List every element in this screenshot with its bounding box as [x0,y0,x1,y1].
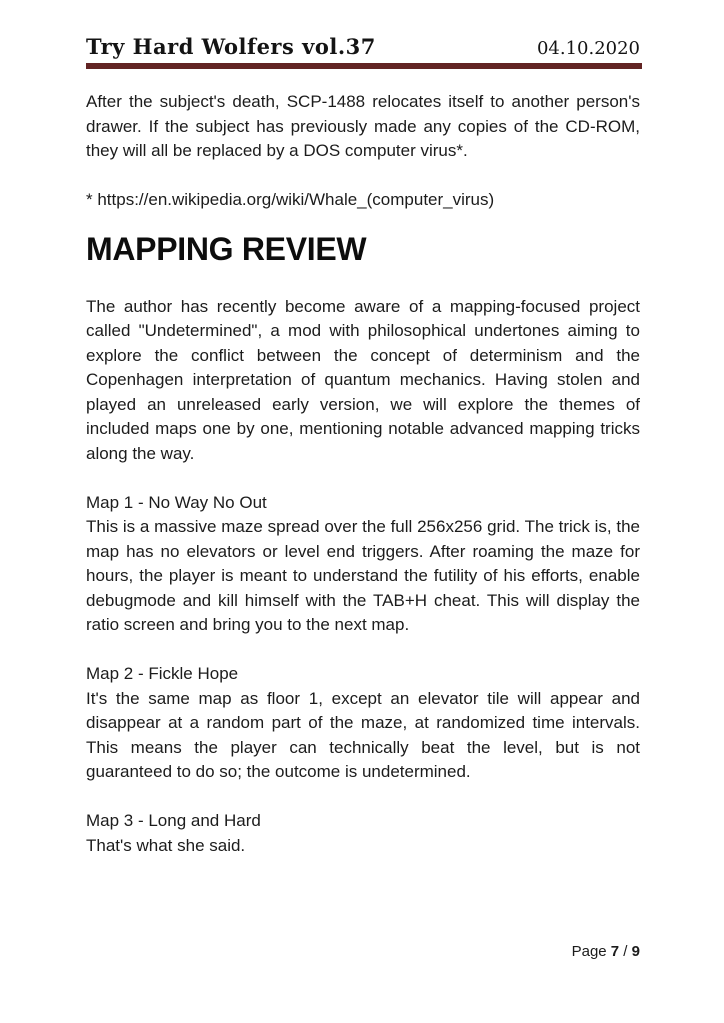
section-heading: MAPPING REVIEW [86,230,367,267]
footnote-url: * https://en.wikipedia.org/wiki/Whale_(computer_virus) [86,190,495,209]
map-entry-1 [86,491,640,638]
map-2-title: Map 2 - Fickle Hope [86,664,239,683]
map-entry-3 [86,809,640,858]
header-divider-rule [86,63,642,69]
map-1-description: This is a massive maze spread over the full 256x256 grid. The trick is, the map has no elevators or level end triggers. After roaming the maze for hours, the player is meant to understand the futility of his efforts, enable debugmode and kill himself with the TAB+H cheat. This will display the ratio screen and bring you to the next map. [86,517,640,634]
map-3-title: Map 3 - Long and Hard [86,811,261,830]
intro-paragraph: After the subject's death, SCP-1488 relocates itself to another person's drawer. If the subject has previously made any copies of the CD-ROM, they will all be replaced by a DOS computer virus*. [86,92,640,160]
section-intro-paragraph: The author has recently become aware of a mapping-focused project called "Undetermined", a mod with philosophical undertones aiming to explore the conflict between the concept of determinism and the Copenhagen interpretation of quantum mechanics. Having stolen and played an unreleased early version, we will explore the themes of included maps one by one, mentioning notable advanced mapping tricks along the way. [86,296,640,463]
page-number-footer [572,942,640,962]
page-label: Page [571,943,611,960]
current-page-number: 7 [610,943,620,960]
map-3-description: That's what she said. [86,835,246,855]
document-body [86,90,640,858]
map-entry-2 [86,662,640,785]
document-date: 04.10.2020 [536,38,640,59]
document-title: Try Hard Wolfers vol.37 [86,34,376,59]
map-2-description: It's the same map as floor 1, except an elevator tile will appear and disappear at a random part of the maze, at randomized time intervals. This means the player can technically beat the level, but is not guaranteed to do so; the outcome is undetermined. [86,688,640,781]
total-page-number: 9 [631,943,640,960]
map-1-title: Map 1 - No Way No Out [86,492,267,512]
page-header [86,34,640,59]
page-separator: / [619,943,632,960]
